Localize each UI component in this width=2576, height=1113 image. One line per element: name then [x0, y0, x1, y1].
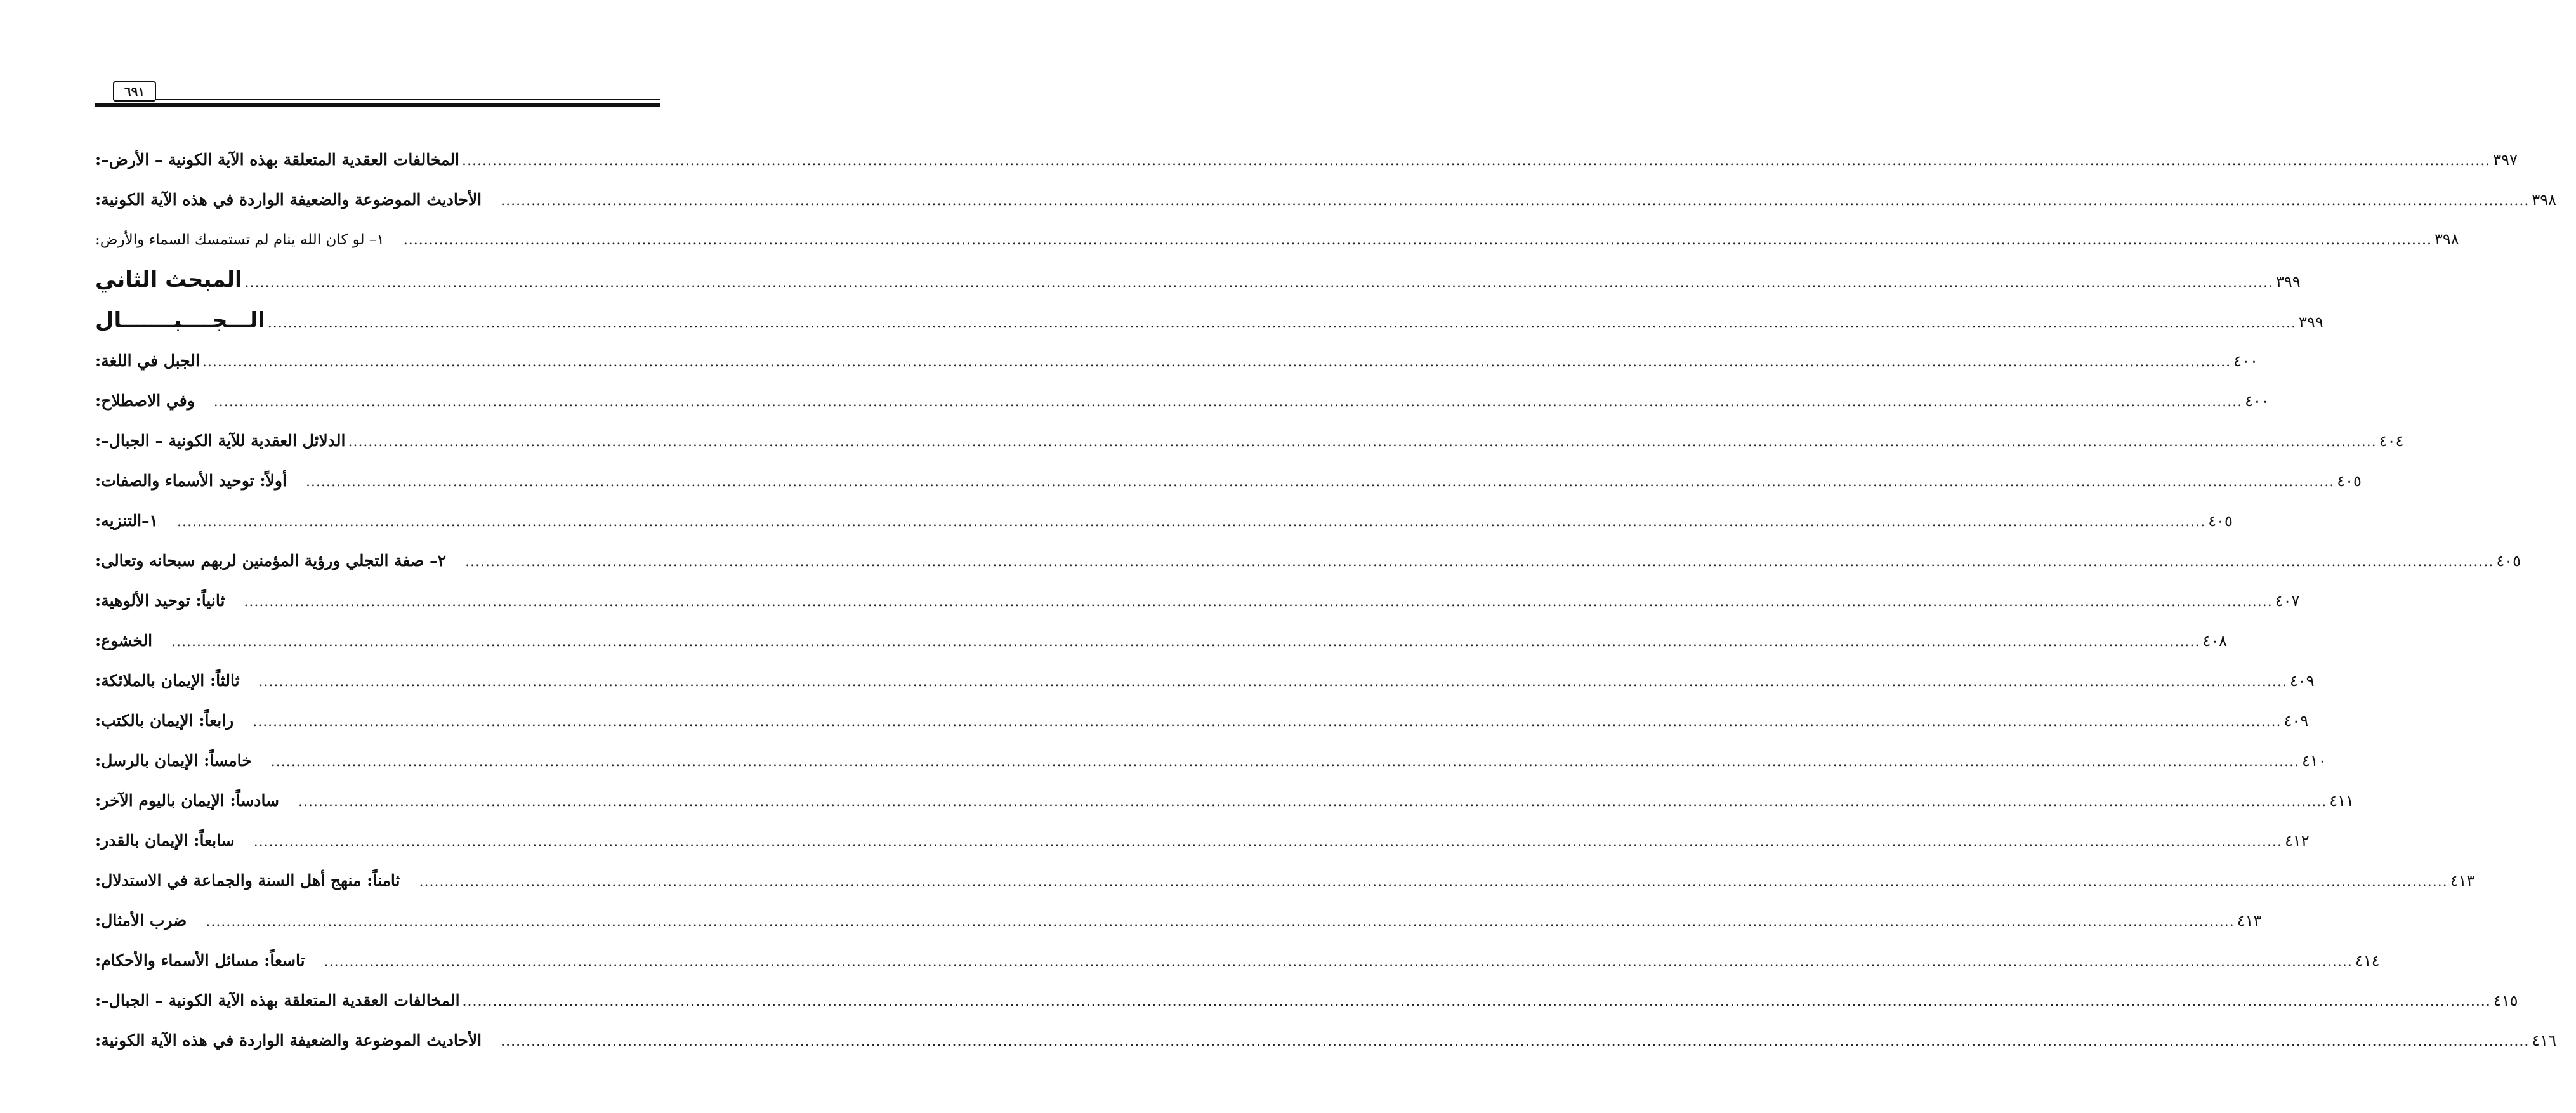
- toc-entry-title: سادساً: الإيمان باليوم الآخر:: [95, 791, 280, 810]
- toc-entry: [95, 820, 2310, 860]
- toc-entry-page: ٣٩٨: [2532, 191, 2557, 209]
- toc-entry: [95, 461, 2362, 501]
- toc-entry-page: ٣٩٩: [2299, 313, 2323, 331]
- toc-entry-title: تاسعاً: مسائل الأسماء والأحكام:: [95, 951, 305, 970]
- toc-entry: [95, 661, 2315, 701]
- toc-entry: [95, 860, 2475, 900]
- toc-entry: [95, 980, 2518, 1020]
- page-number: ٦٩١: [113, 81, 156, 102]
- dot-leader: ................................................................................................................................................................................................................................................................................................................................................................................................................: [298, 794, 2327, 810]
- toc-entry-page: ٤٠٥: [2496, 552, 2521, 570]
- toc-entry-page: ٤١٠: [2301, 752, 2327, 770]
- dot-leader: ................................................................................................................................................................................................................................................................................................................................................................................................................: [348, 434, 2377, 450]
- toc-entry-page: ٤٠٩: [2284, 712, 2309, 730]
- toc-entry: [95, 140, 2518, 180]
- toc-entry: [95, 421, 2404, 461]
- toc-entry-page: ٤١١: [2329, 792, 2354, 810]
- dot-leader: ................................................................................................................................................................................................................................................................................................................................................................................................................: [501, 193, 2530, 209]
- dot-leader: ................................................................................................................................................................................................................................................................................................................................................................................................................: [465, 554, 2494, 570]
- toc-entry: [95, 581, 2300, 621]
- dot-leader: ................................................................................................................................................................................................................................................................................................................................................................................................................: [462, 994, 2491, 1010]
- toc-entry: [95, 741, 2327, 780]
- toc-entry-title: المخالفات العقدية المتعلقة بهذه الآية الكونية – الأرض–:: [95, 150, 459, 169]
- toc-entry-page: ٤٠٥: [2337, 472, 2362, 490]
- dot-leader: ................................................................................................................................................................................................................................................................................................................................................................................................................: [244, 594, 2273, 610]
- toc-entry-page: ٤١٢: [2284, 832, 2310, 850]
- toc-entry-page: ٤٠٧: [2275, 592, 2300, 610]
- dot-leader: ................................................................................................................................................................................................................................................................................................................................................................................................................: [270, 754, 2299, 770]
- dot-leader: ................................................................................................................................................................................................................................................................................................................................................................................................................: [258, 674, 2287, 690]
- table-of-contents: [95, 140, 2557, 1060]
- toc-entry-title: ثانياً: توحيد الألوهية:: [95, 591, 225, 610]
- toc-entry-title: الـــجــــبـــــــال: [95, 308, 265, 333]
- dot-leader: ................................................................................................................................................................................................................................................................................................................................................................................................................: [501, 1034, 2530, 1050]
- dot-leader: ................................................................................................................................................................................................................................................................................................................................................................................................................: [419, 874, 2448, 890]
- toc-entry: [95, 220, 2459, 260]
- toc-entry-page: ٤١٦: [2532, 1032, 2557, 1050]
- toc-entry: [95, 621, 2228, 661]
- toc-entry: [95, 300, 2323, 341]
- toc-entry-page: ٤٠٠: [2245, 392, 2270, 410]
- toc-entry-page: ٤٠٤: [2379, 432, 2404, 450]
- toc-entry-page: ٤١٣: [2237, 912, 2262, 930]
- toc-entry-page: ٤١٤: [2355, 952, 2380, 970]
- toc-entry: [95, 780, 2354, 820]
- toc-entry-page: ٤٠٩: [2289, 672, 2315, 690]
- toc-entry-title: ضرب الأمثال:: [95, 911, 187, 930]
- toc-entry-title: المبحث الثاني: [95, 267, 242, 293]
- toc-entry: [95, 1020, 2557, 1060]
- toc-entry-title: ١– لو كان الله ينام لم تستمسك السماء والأرض:: [95, 232, 384, 248]
- dot-leader: ................................................................................................................................................................................................................................................................................................................................................................................................................: [206, 914, 2235, 930]
- dot-leader: ................................................................................................................................................................................................................................................................................................................................................................................................................: [403, 232, 2432, 248]
- dot-leader: ................................................................................................................................................................................................................................................................................................................................................................................................................: [171, 634, 2200, 650]
- dot-leader: ................................................................................................................................................................................................................................................................................................................................................................................................................: [305, 474, 2335, 490]
- toc-entry-title: الجبل في اللغة:: [95, 352, 200, 370]
- toc-entry-title: المخالفات العقدية المتعلقة بهذه الآية الكونية – الجبال–:: [95, 991, 460, 1010]
- toc-entry-page: ٤١٣: [2450, 872, 2475, 890]
- toc-entry-page: ٤١٥: [2493, 992, 2518, 1010]
- toc-entry: [95, 701, 2309, 741]
- toc-entry: [95, 900, 2262, 940]
- dot-leader: ................................................................................................................................................................................................................................................................................................................................................................................................................: [253, 714, 2282, 730]
- toc-entry: [95, 180, 2557, 220]
- toc-entry: [95, 341, 2258, 381]
- toc-entry-title: ٢– صفة التجلي ورؤية المؤمنين لربهم سبحانه وتعالى:: [95, 551, 447, 570]
- toc-entry: [95, 260, 2301, 300]
- toc-entry-title: ١–التنزيه:: [95, 511, 158, 530]
- toc-entry-title: رابعاً: الإيمان بالكتب:: [95, 711, 234, 730]
- header-rule-thin: [154, 99, 660, 100]
- dot-leader: ................................................................................................................................................................................................................................................................................................................................................................................................................: [324, 954, 2353, 970]
- dot-leader: ................................................................................................................................................................................................................................................................................................................................................................................................................: [244, 275, 2273, 291]
- dot-leader: ................................................................................................................................................................................................................................................................................................................................................................................................................: [202, 354, 2231, 370]
- toc-entry: [95, 541, 2521, 581]
- toc-entry: [95, 381, 2270, 421]
- toc-entry-title: الأحاديث الموضوعة والضعيفة الواردة في هذه الآية الكونية:: [95, 1031, 482, 1050]
- toc-entry-title: الدلائل العقدية للآية الكونية – الجبال–:: [95, 431, 346, 450]
- dot-leader: ................................................................................................................................................................................................................................................................................................................................................................................................................: [176, 514, 2206, 530]
- toc-entry: [95, 501, 2233, 541]
- header-rule-thick: [95, 103, 660, 107]
- toc-entry-title: الأحاديث الموضوعة والضعيفة الواردة في هذه الآية الكونية:: [95, 190, 482, 209]
- toc-entry-title: أولاً: توحيد الأسماء والصفات:: [95, 471, 287, 490]
- toc-entry-page: ٤٠٠: [2233, 352, 2258, 370]
- toc-entry-page: ٤٠٥: [2208, 512, 2233, 530]
- toc-entry-page: ٤٠٨: [2202, 632, 2228, 650]
- toc-entry-page: ٣٩٩: [2275, 273, 2301, 291]
- toc-entry-title: ثامناً: منهج أهل السنة والجماعة في الاستدلال:: [95, 871, 400, 890]
- toc-entry-page: ٣٩٨: [2434, 230, 2459, 248]
- toc-entry-title: سابعاً: الإيمان بالقدر:: [95, 831, 235, 850]
- toc-entry-page: ٣٩٧: [2493, 151, 2518, 169]
- page-header: [95, 76, 660, 108]
- toc-entry: [95, 940, 2380, 980]
- dot-leader: ................................................................................................................................................................................................................................................................................................................................................................................................................: [462, 153, 2491, 169]
- dot-leader: ................................................................................................................................................................................................................................................................................................................................................................................................................: [213, 394, 2243, 410]
- toc-entry-title: خامساً: الإيمان بالرسل:: [95, 751, 252, 770]
- dot-leader: ................................................................................................................................................................................................................................................................................................................................................................................................................: [253, 834, 2282, 850]
- toc-entry-title: ثالثاً: الإيمان بالملائكة:: [95, 671, 240, 690]
- dot-leader: ................................................................................................................................................................................................................................................................................................................................................................................................................: [267, 315, 2297, 331]
- toc-entry-title: الخشوع:: [95, 631, 153, 650]
- toc-entry-title: وفي الاصطلاح:: [95, 392, 195, 410]
